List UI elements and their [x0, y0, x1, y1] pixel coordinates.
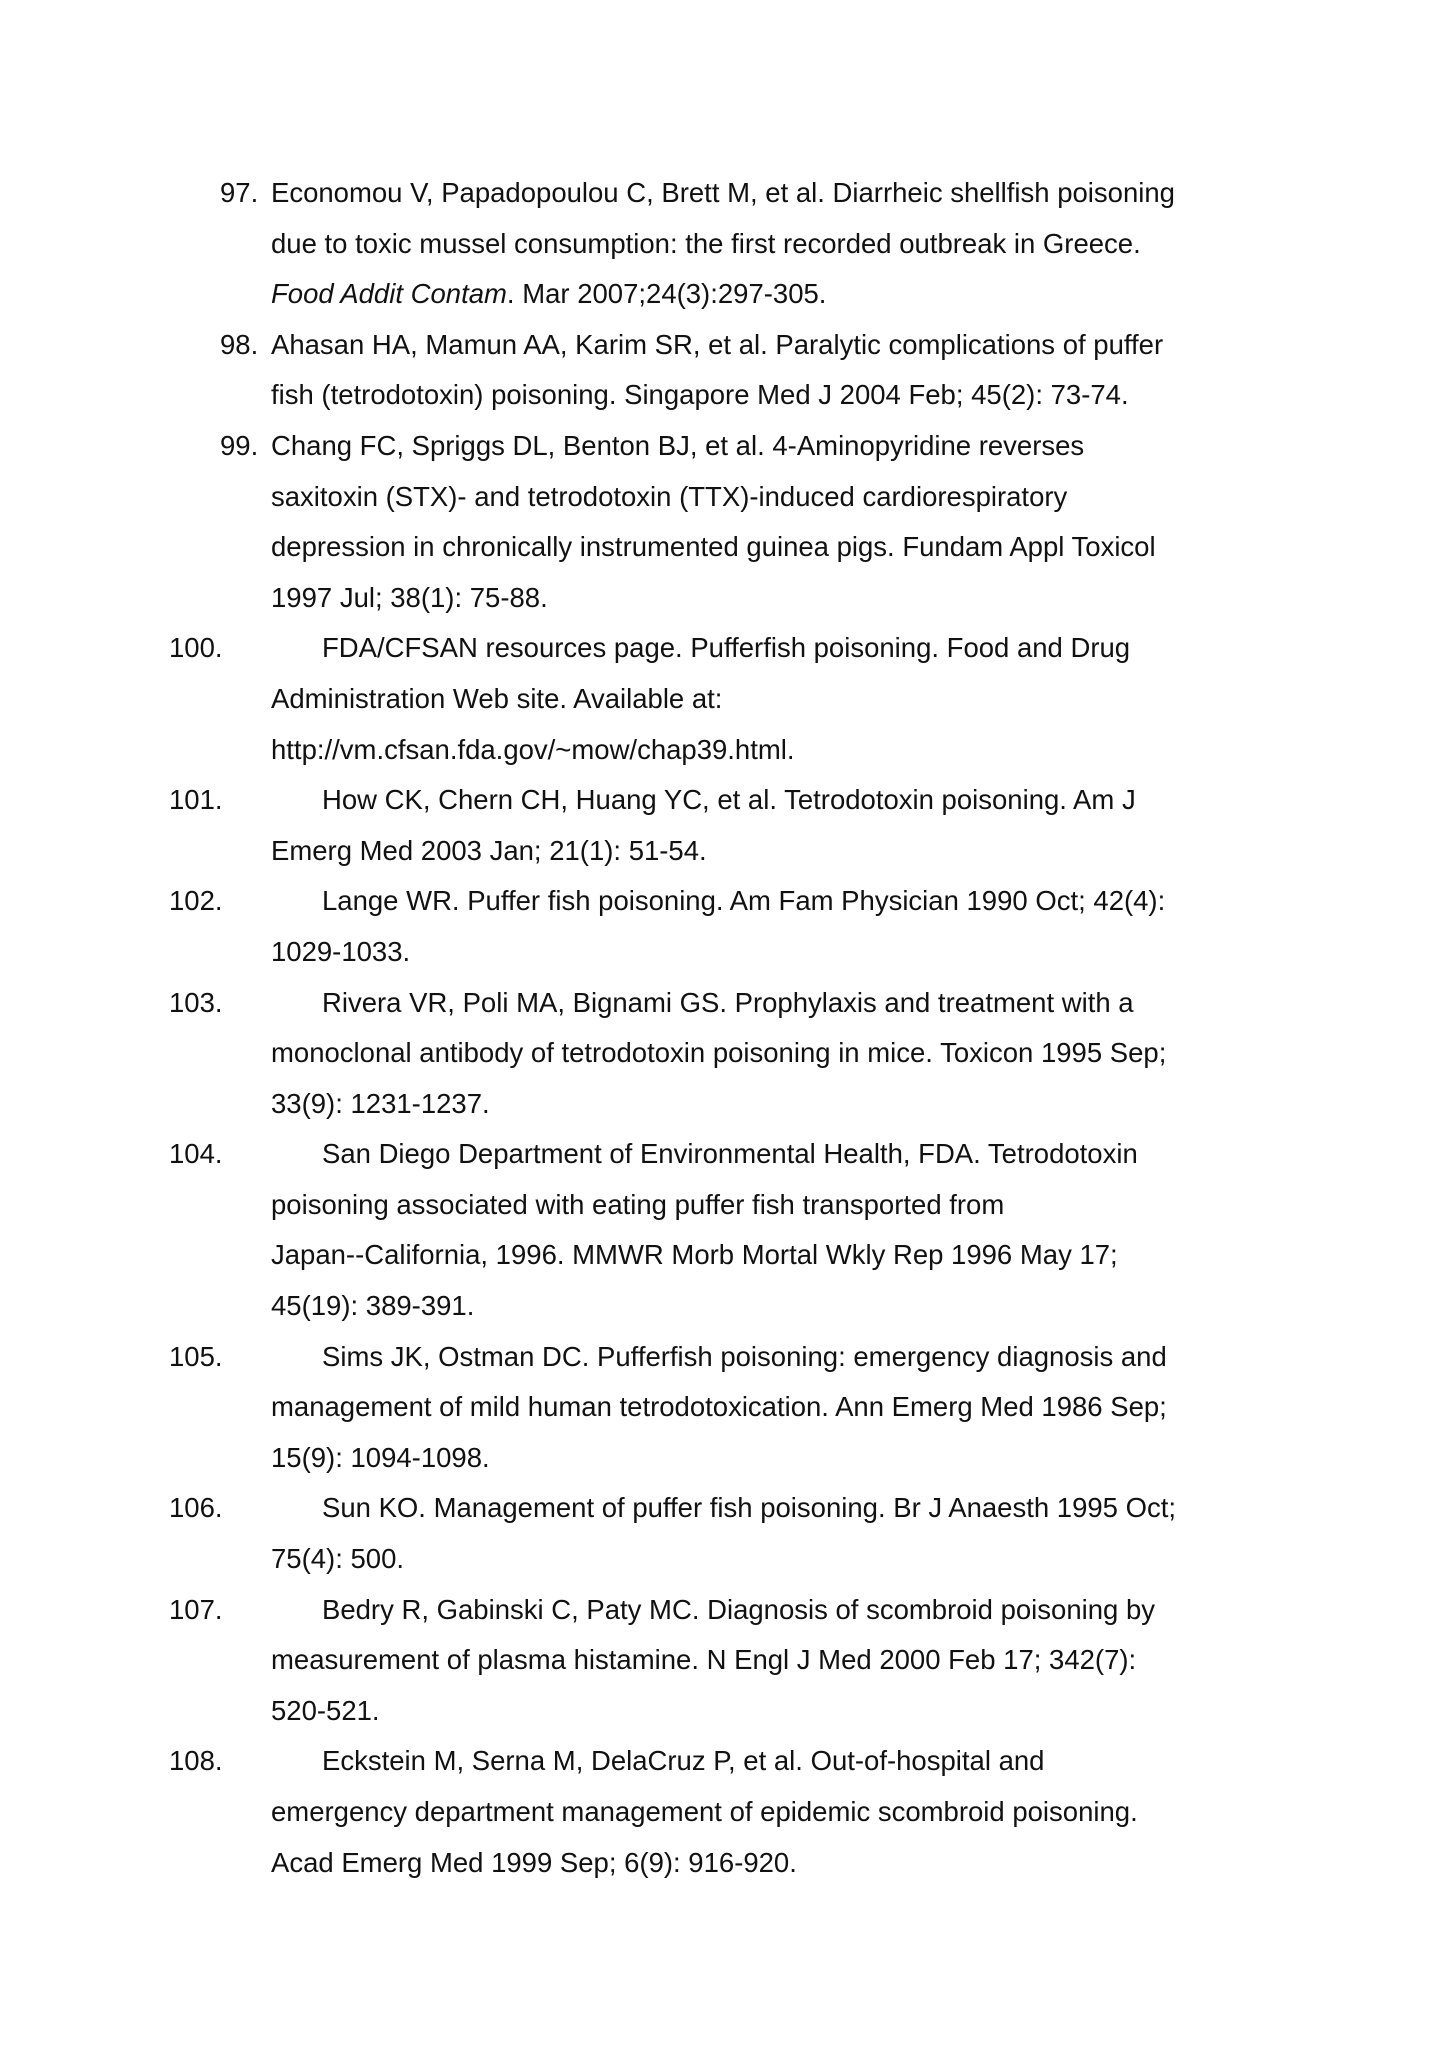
reference-number: 97.: [220, 177, 259, 208]
reference-text: [271, 168, 1240, 320]
journal-title: Food Addit Contam: [271, 278, 507, 310]
reference-text: [271, 421, 1240, 623]
reference-number: 101.: [169, 784, 223, 816]
reference-line: emergency department management of epidemic scombroid poisoning.: [271, 1796, 1138, 1827]
reference-text: [271, 1585, 1240, 1737]
reference-number: 98.: [220, 328, 259, 360]
reference-line: Economou V, Papadopoulou C, Brett M, et al. Diarrheic shellfish poisoning: [271, 177, 1175, 208]
reference-item: [169, 1483, 1240, 1584]
reference-number: 108.: [169, 1745, 223, 1777]
reference-item: [220, 421, 1240, 623]
reference-item: [220, 320, 1240, 421]
reference-text: [271, 1736, 1240, 1888]
reference-text: [271, 320, 1240, 421]
reference-item: [169, 623, 1240, 775]
reference-number: 103.: [169, 986, 223, 1018]
reference-line: How CK, Chern CH, Huang YC, et al. Tetrodotoxin poisoning. Am J: [322, 784, 1136, 816]
reference-line: 520-521.: [271, 1694, 380, 1726]
reference-line: Acad Emerg Med 1999 Sep; 6(9): 916-920.: [271, 1846, 797, 1878]
reference-item: [169, 1736, 1240, 1888]
reference-line: Sims JK, Ostman DC. Pufferfish poisoning: emergency diagnosis and: [322, 1340, 1167, 1372]
reference-number: 102.: [169, 885, 223, 917]
reference-text: [271, 1332, 1240, 1484]
reference-item: [169, 978, 1240, 1130]
reference-list: [169, 168, 1240, 1888]
reference-line: http://vm.cfsan.fda.gov/~mow/chap39.html.: [271, 733, 795, 765]
reference-number: 100.: [169, 632, 223, 664]
reference-line: depression in chronically instrumented guinea pigs. Fundam Appl Toxicol: [271, 531, 1156, 563]
reference-line: measurement of plasma histamine. N Engl J Med 2000 Feb 17; 342(7):: [271, 1644, 1137, 1676]
reference-line: Sun KO. Management of puffer fish poisoning. Br J Anaesth 1995 Oct;: [322, 1492, 1177, 1524]
citation-details: . Mar 2007;24(3):297-305.: [506, 278, 827, 310]
reference-line: 1029-1033.: [271, 935, 411, 967]
reference-line: 33(9): 1231-1237.: [271, 1087, 490, 1119]
reference-line: monoclonal antibody of tetrodotoxin poisoning in mice. Toxicon 1995 Sep;: [271, 1037, 1167, 1069]
reference-line: Bedry R, Gabinski C, Paty MC. Diagnosis of scombroid poisoning by: [322, 1593, 1155, 1625]
reference-line: Emerg Med 2003 Jan; 21(1): 51-54.: [271, 834, 707, 866]
reference-line: poisoning associated with eating puffer fish transported from: [271, 1188, 1005, 1220]
reference-line: 15(9): 1094-1098.: [271, 1441, 490, 1473]
reference-text: [271, 1129, 1240, 1331]
reference-item: [169, 1585, 1240, 1737]
reference-line: 45(19): 389-391.: [271, 1290, 475, 1322]
reference-line: [271, 269, 1240, 320]
reference-line: Chang FC, Spriggs DL, Benton BJ, et al. 4-Aminopyridine reverses: [271, 429, 1085, 461]
reference-line: saxitoxin (STX)- and tetrodotoxin (TTX)-induced cardiorespiratory: [271, 480, 1068, 512]
reference-number: 99.: [220, 429, 259, 461]
reference-text: [271, 978, 1240, 1130]
reference-item: [169, 876, 1240, 977]
reference-number: 106.: [169, 1492, 223, 1524]
reference-text: [271, 1483, 1240, 1584]
reference-item: [169, 1129, 1240, 1331]
reference-line: San Diego Department of Environmental Health, FDA. Tetrodotoxin: [322, 1138, 1138, 1170]
reference-line: management of mild human tetrodotoxication. Ann Emerg Med 1986 Sep;: [271, 1391, 1167, 1423]
reference-text: [271, 876, 1240, 977]
reference-text: [271, 775, 1240, 876]
reference-line: FDA/CFSAN resources page. Pufferfish poisoning. Food and Drug: [322, 632, 1131, 664]
reference-line: Administration Web site. Available at:: [271, 682, 723, 714]
reference-line: Ahasan HA, Mamun AA, Karim SR, et al. Paralytic complications of puffer: [271, 328, 1164, 360]
reference-item: [169, 775, 1240, 876]
reference-item: [220, 168, 1240, 320]
reference-number: 107.: [169, 1593, 223, 1625]
reference-line: fish (tetrodotoxin) poisoning. Singapore Med J 2004 Feb; 45(2): 73-74.: [271, 379, 1129, 411]
reference-number: 105.: [169, 1340, 223, 1372]
reference-number: 104.: [169, 1138, 223, 1170]
reference-item: [169, 1332, 1240, 1484]
reference-line: Lange WR. Puffer fish poisoning. Am Fam Physician 1990 Oct; 42(4):: [322, 885, 1166, 917]
reference-line: Rivera VR, Poli MA, Bignami GS. Prophylaxis and treatment with a: [322, 986, 1134, 1018]
reference-text: [271, 623, 1240, 775]
reference-line: 75(4): 500.: [271, 1543, 405, 1575]
reference-line: Eckstein M, Serna M, DelaCruz P, et al. Out-of-hospital and: [322, 1745, 1045, 1777]
reference-line: due to toxic mussel consumption: the first recorded outbreak in Greece.: [271, 227, 1141, 259]
reference-line: Japan--California, 1996. MMWR Morb Mortal Wkly Rep 1996 May 17;: [271, 1239, 1118, 1271]
reference-line: 1997 Jul; 38(1): 75-88.: [271, 581, 548, 613]
